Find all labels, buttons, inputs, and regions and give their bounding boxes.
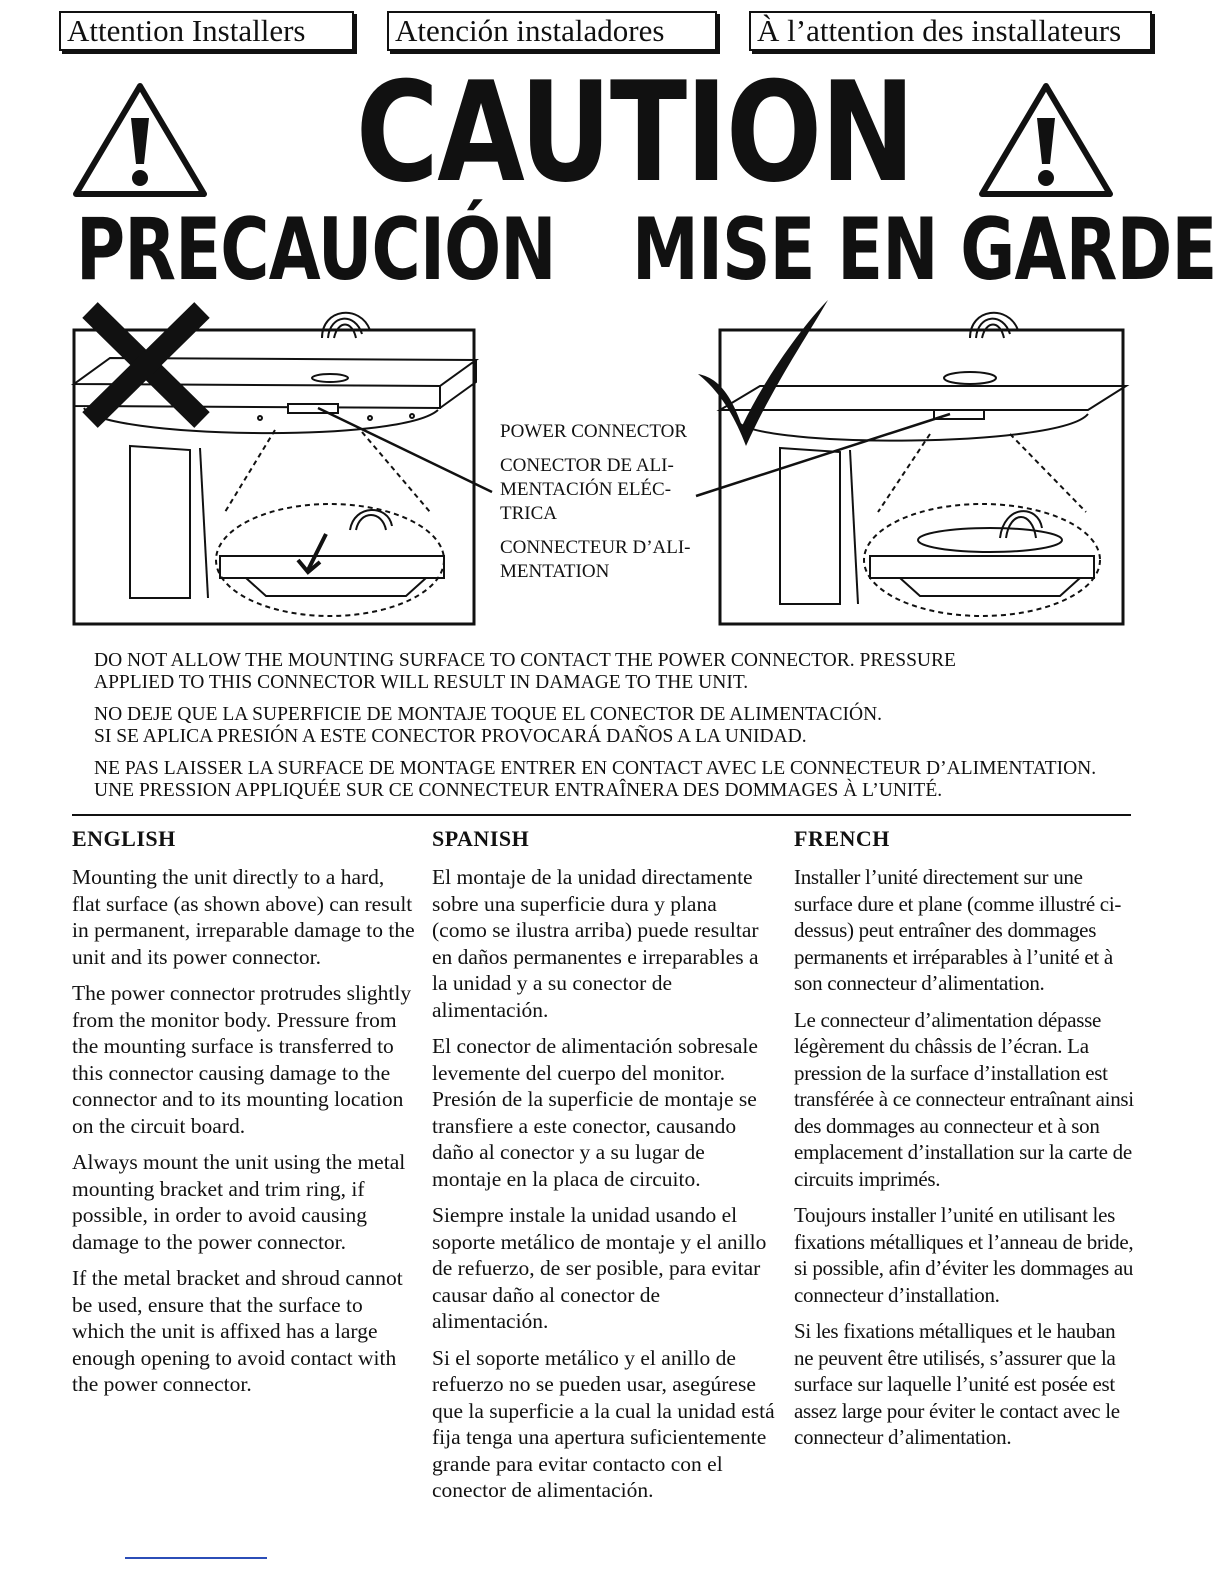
spanish-column xyxy=(432,824,777,1514)
callout-english: POWER CONNECTOR xyxy=(500,421,688,442)
spanish-paragraph: Siempre instale la unidad usando el soporte metálico de montaje y el anillo de refuerzo, de ser posible, para evitar causar daño al conector de alimentación. xyxy=(432,1203,767,1333)
warning-statements xyxy=(94,650,1174,812)
header-spanish: Atención instaladores xyxy=(387,11,717,51)
warning-french: NE PAS LAISSER LA SURFACE DE MONTAGE ENTRER EN CONTACT AVEC LE CONNECTEUR D’ALIMENTATION. UNE PRESSION APPLIQUÉE SUR CE CONNECTEUR ENTRAÎNERA DES DOMMAGES À L’UNITÉ. xyxy=(94,758,1097,801)
caution-title: CAUTION xyxy=(355,52,914,213)
check-mark-icon xyxy=(698,300,828,446)
french-paragraph: Toujours installer l’unité en utilisant les fixations métalliques et l’anneau de bride, si possible, afin d’éviter les dommages au connecteur d’installation. xyxy=(794,1203,1134,1307)
english-heading: ENGLISH xyxy=(72,826,176,851)
warning-triangle-icon xyxy=(976,80,1116,200)
warning-english: DO NOT ALLOW THE MOUNTING SURFACE TO CONTACT THE POWER CONNECTOR. PRESSURE APPLIED TO THIS CONNECTOR WILL RESULT IN DAMAGE TO THE UNIT. xyxy=(94,650,956,693)
french-paragraph: Le connecteur d’alimentation dépasse légèrement du châssis de l’écran. La pression de la surface d’installation est transférée à ce connecteur entraînant ainsi des dommages au connecteur et à son emplacement d’installation sur la carte de circuits imprimés. xyxy=(794,1007,1134,1191)
english-column xyxy=(72,824,417,1408)
english-paragraph: Mounting the unit directly to a hard, flat surface (as shown above) can result in permanent, irreparable damage to the unit and its power connector. xyxy=(72,865,415,969)
french-title: MISE EN GARDE xyxy=(632,200,1217,300)
french-paragraph: Installer l’unité directement sur une surface dure et plane (comme illustré ci-dessus) peut entraîner des dommages permanents et irréparables à l’unité et à son connecteur d’alimentation. xyxy=(794,865,1122,995)
power-connector-callout xyxy=(500,420,710,594)
callout-spanish: CONECTOR DE ALI- MENTACIÓN ELÉC- TRICA xyxy=(500,455,674,524)
spanish-paragraph: Si el soporte metálico y el anillo de refuerzo no se pueden usar, asegúrese que la superficie a la cual la unidad está fija tenga una apertura suficientemente grande para evitar contacto con el conector de alimentación. xyxy=(432,1345,775,1502)
french-paragraph: Si les fixations métalliques et le hauban ne peuvent être utilisés, s’assurer que la surface sur laquelle l’unité est posée est assez large pour éviter le contact avec le connecteur d’alimentation. xyxy=(794,1319,1120,1449)
spanish-title: PRECAUCIÓN xyxy=(76,200,556,300)
warning-spanish: NO DEJE QUE LA SUPERFICIE DE MONTAJE TOQUE EL CONECTOR DE ALIMENTACIÓN. SI SE APLICA PRESIÓN A ESTE CONECTOR PROVOCARÁ DAÑOS A LA UNIDAD. xyxy=(94,704,883,747)
spanish-paragraph: El montaje de la unidad directamente sobre una superficie dura y plana (como se ilustra arriba) puede resultar en daños permanentes e irreparables a la unidad y a su conector de alimentación. xyxy=(432,865,759,1022)
french-column xyxy=(794,824,1139,1461)
spanish-heading: SPANISH xyxy=(432,826,530,851)
french-heading: FRENCH xyxy=(794,826,890,851)
x-mark-icon xyxy=(90,310,202,420)
english-paragraph: The power connector protrudes slightly from the monitor body. Pressure from the mounting surface is transferred to this connector causing damage to the connector and to its mounting location on the circuit board. xyxy=(72,981,412,1138)
header-english: Attention Installers xyxy=(59,11,354,51)
english-paragraph: Always mount the unit using the metal mounting bracket and trim ring, if possible, in order to avoid causing damage to the power connector. xyxy=(72,1150,406,1254)
english-paragraph: If the metal bracket and shroud cannot be used, ensure that the surface to which the unit is affixed has a large enough opening to avoid contact with the power connector. xyxy=(72,1266,403,1396)
spanish-paragraph: El conector de alimentación sobresale levemente del cuerpo del monitor. Presión de la superficie de montaje se transfiere a este conector, causando daño al conector y a su lugar de montaje en la placa de circuito. xyxy=(432,1034,758,1191)
warning-triangle-icon xyxy=(70,80,210,200)
footer-link-underline xyxy=(125,1557,267,1559)
section-divider xyxy=(72,814,1131,816)
header-french: À l’attention des installateurs xyxy=(749,11,1152,51)
callout-french: CONNECTEUR D’ALI- MENTATION xyxy=(500,537,691,582)
